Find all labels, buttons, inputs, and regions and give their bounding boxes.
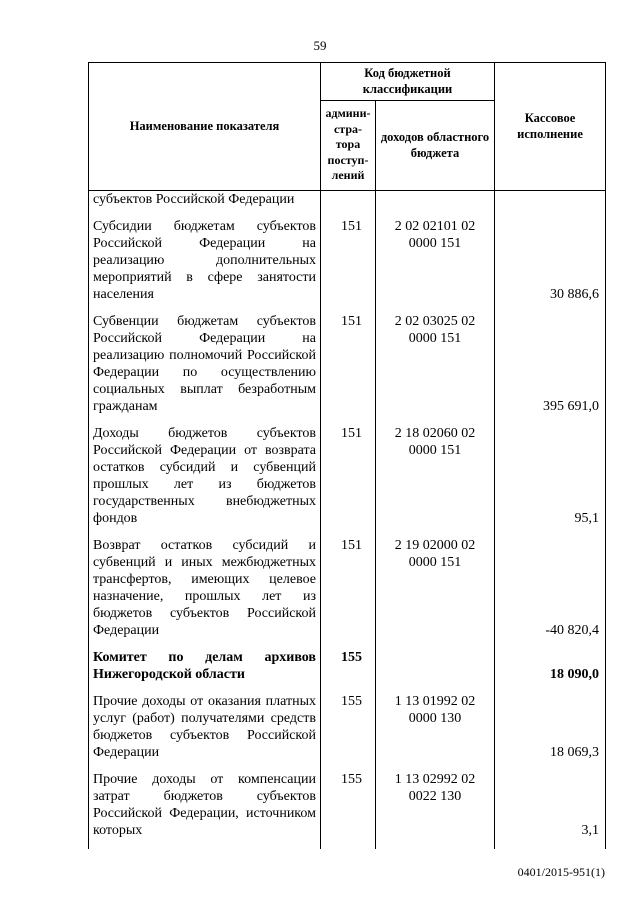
- row-admin-code: 155: [321, 649, 376, 693]
- row-admin-code: 151: [321, 537, 376, 649]
- budget-table: [88, 62, 606, 849]
- row-income-code: [376, 649, 495, 693]
- row-amount: 95,1: [495, 425, 606, 537]
- table-row: [89, 649, 606, 693]
- row-amount: 18 069,3: [495, 693, 606, 771]
- document-code: 0401/2015-951(1): [517, 865, 605, 879]
- table-row: [89, 693, 606, 771]
- row-name: Субсидии бюджетам субъектов Российской Федерации на реализацию дополнительных мероприятий в сфере занятости населения: [89, 218, 321, 313]
- row-admin-code: 151: [321, 313, 376, 425]
- row-admin-code: 151: [321, 425, 376, 537]
- table-row: [89, 537, 606, 649]
- row-name: Возврат остатков субсидий и субвенций и иных межбюджетных трансфертов, имеющих целевое назначение, прошлых лет из бюджетов субъектов Российской Федерации: [89, 537, 321, 649]
- row-income-code: 1 13 02992 02 0022 130: [376, 771, 495, 849]
- row-amount: 18 090,0: [495, 649, 606, 693]
- page-number: 59: [313, 38, 327, 53]
- header-administrator: админи-стра-тора поступ-лений: [321, 100, 376, 190]
- continuation-text: субъектов Российской Федерации: [89, 190, 321, 218]
- header-budget-code: Код бюджетной классификации: [321, 63, 495, 101]
- row-income-code: 2 18 02060 02 0000 151: [376, 425, 495, 537]
- row-admin-code: 155: [321, 693, 376, 771]
- row-amount: -40 820,4: [495, 537, 606, 649]
- row-name: Прочие доходы от компенсации затрат бюджетов субъектов Российской Федерации, источником которых: [89, 771, 321, 849]
- row-name: Доходы бюджетов субъектов Российской Федерации от возврата остатков субсидий и субвенций прошлых лет из бюджетов государственных внебюджетных фондов: [89, 425, 321, 537]
- table-row: [89, 313, 606, 425]
- row-admin-code: 155: [321, 771, 376, 849]
- table-row: [89, 771, 606, 849]
- row-amount: 395 691,0: [495, 313, 606, 425]
- row-amount: 3,1: [495, 771, 606, 849]
- row-name: Прочие доходы от оказания платных услуг (работ) получателями средств бюджетов субъектов Российской Федерации: [89, 693, 321, 771]
- header-regional-income: доходов областного бюджета: [376, 100, 495, 190]
- row-income-code: 2 02 02101 02 0000 151: [376, 218, 495, 313]
- row-income-code: 1 13 01992 02 0000 130: [376, 693, 495, 771]
- header-indicator: Наименование показателя: [89, 63, 321, 191]
- row-amount: 30 886,6: [495, 218, 606, 313]
- table-row: [89, 425, 606, 537]
- row-admin-code: 151: [321, 218, 376, 313]
- header-cash-execution: Кассовое исполнение: [495, 63, 606, 191]
- row-name: Комитет по делам архивов Нижегородской области: [89, 649, 321, 693]
- row-income-code: 2 02 03025 02 0000 151: [376, 313, 495, 425]
- row-income-code: 2 19 02000 02 0000 151: [376, 537, 495, 649]
- row-name: Субвенции бюджетам субъектов Российской Федерации на реализацию полномочий Российской Федерации по осуществлению социальных выплат безработным гражданам: [89, 313, 321, 425]
- table-row: [89, 218, 606, 313]
